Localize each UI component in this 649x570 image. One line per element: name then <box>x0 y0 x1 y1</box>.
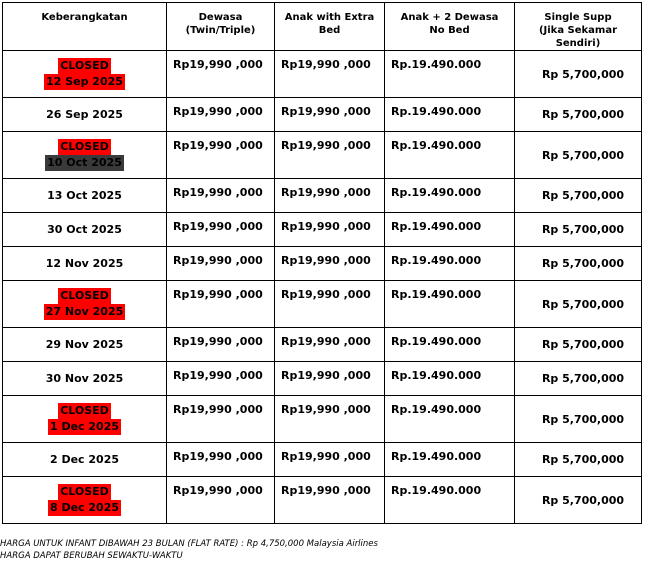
header-child-no-bed: Anak + 2 Dewasa No Bed <box>385 3 515 51</box>
departure-date: 1 Dec 2025 <box>49 420 120 433</box>
adult-price-cell: Rp19,990 ,000 <box>167 396 275 443</box>
single-supp-price-cell: Rp 5,700,000 <box>515 328 642 362</box>
table-row <box>3 281 642 328</box>
header-single-supp: Single Supp (Jika Sekamar Sendiri) <box>515 3 642 51</box>
table-row <box>3 328 642 362</box>
price-change-note: HARGA DAPAT BERUBAH SEWAKTU-WAKTU <box>0 551 183 561</box>
child-no-bed-price-cell: Rp.19.490.000 <box>385 132 515 179</box>
single-supp-price-cell: Rp 5,700,000 <box>515 477 642 524</box>
departure-cell: 29 Nov 2025 <box>3 328 167 362</box>
child-no-bed-price-cell: Rp.19.490.000 <box>385 51 515 98</box>
single-supp-price-cell: Rp 5,700,000 <box>515 281 642 328</box>
child-extra-bed-price-cell: Rp19,990 ,000 <box>275 443 385 477</box>
single-supp-price-cell: Rp 5,700,000 <box>515 213 642 247</box>
table-row <box>3 179 642 213</box>
child-extra-bed-price-cell: Rp19,990 ,000 <box>275 179 385 213</box>
single-supp-price-cell: Rp 5,700,000 <box>515 98 642 132</box>
closed-badge: CLOSED <box>60 59 109 72</box>
departure-date: 8 Dec 2025 <box>49 501 120 514</box>
departure-cell: 30 Nov 2025 <box>3 362 167 396</box>
child-extra-bed-price-cell: Rp19,990 ,000 <box>275 132 385 179</box>
child-no-bed-price-cell: Rp.19.490.000 <box>385 396 515 443</box>
child-no-bed-price-cell: Rp.19.490.000 <box>385 477 515 524</box>
adult-price-cell: Rp19,990 ,000 <box>167 362 275 396</box>
departure-date: 12 Sep 2025 <box>46 75 123 88</box>
child-no-bed-price-cell: Rp.19.490.000 <box>385 328 515 362</box>
table-row <box>3 362 642 396</box>
table-body <box>3 51 642 524</box>
header-child-extra-bed: Anak with Extra Bed <box>275 3 385 51</box>
departure-cell: 12 Nov 2025 <box>3 247 167 281</box>
departure-cell <box>3 51 167 98</box>
adult-price-cell: Rp19,990 ,000 <box>167 247 275 281</box>
child-no-bed-price-cell: Rp.19.490.000 <box>385 443 515 477</box>
departure-cell: 2 Dec 2025 <box>3 443 167 477</box>
header-departure: Keberangkatan <box>3 3 167 51</box>
departure-date: 27 Nov 2025 <box>45 305 124 318</box>
footnotes <box>0 538 378 562</box>
single-supp-price-cell: Rp 5,700,000 <box>515 179 642 213</box>
table-row <box>3 396 642 443</box>
header-adult: Dewasa (Twin/Triple) <box>167 3 275 51</box>
departure-cell <box>3 396 167 443</box>
adult-price-cell: Rp19,990 ,000 <box>167 179 275 213</box>
adult-price-cell: Rp19,990 ,000 <box>167 213 275 247</box>
child-no-bed-price-cell: Rp.19.490.000 <box>385 213 515 247</box>
adult-price-cell: Rp19,990 ,000 <box>167 98 275 132</box>
departure-cell: 13 Oct 2025 <box>3 179 167 213</box>
adult-price-cell: Rp19,990 ,000 <box>167 132 275 179</box>
closed-badge: CLOSED <box>60 404 109 417</box>
table-row <box>3 443 642 477</box>
adult-price-cell: Rp19,990 ,000 <box>167 281 275 328</box>
single-supp-price-cell: Rp 5,700,000 <box>515 443 642 477</box>
adult-price-cell: Rp19,990 ,000 <box>167 51 275 98</box>
adult-price-cell: Rp19,990 ,000 <box>167 477 275 524</box>
infant-note: HARGA UNTUK INFANT DIBAWAH 23 BULAN (FLAT RATE) : Rp 4,750,000 Malaysia Airlines <box>0 539 378 549</box>
departure-cell: 30 Oct 2025 <box>3 213 167 247</box>
child-extra-bed-price-cell: Rp19,990 ,000 <box>275 328 385 362</box>
closed-badge: CLOSED <box>60 485 109 498</box>
child-extra-bed-price-cell: Rp19,990 ,000 <box>275 477 385 524</box>
table-row <box>3 247 642 281</box>
closed-badge: CLOSED <box>60 289 109 302</box>
child-extra-bed-price-cell: Rp19,990 ,000 <box>275 281 385 328</box>
departure-cell: 26 Sep 2025 <box>3 98 167 132</box>
child-extra-bed-price-cell: Rp19,990 ,000 <box>275 213 385 247</box>
child-no-bed-price-cell: Rp.19.490.000 <box>385 281 515 328</box>
adult-price-cell: Rp19,990 ,000 <box>167 443 275 477</box>
child-extra-bed-price-cell: Rp19,990 ,000 <box>275 362 385 396</box>
adult-price-cell: Rp19,990 ,000 <box>167 328 275 362</box>
table-row <box>3 213 642 247</box>
single-supp-price-cell: Rp 5,700,000 <box>515 362 642 396</box>
header-row <box>3 3 642 51</box>
departure-cell <box>3 477 167 524</box>
child-no-bed-price-cell: Rp.19.490.000 <box>385 98 515 132</box>
child-extra-bed-price-cell: Rp19,990 ,000 <box>275 247 385 281</box>
child-extra-bed-price-cell: Rp19,990 ,000 <box>275 98 385 132</box>
single-supp-price-cell: Rp 5,700,000 <box>515 132 642 179</box>
child-extra-bed-price-cell: Rp19,990 ,000 <box>275 396 385 443</box>
table-row <box>3 477 642 524</box>
child-extra-bed-price-cell: Rp19,990 ,000 <box>275 51 385 98</box>
departure-cell <box>3 281 167 328</box>
child-no-bed-price-cell: Rp.19.490.000 <box>385 179 515 213</box>
price-table <box>2 2 642 524</box>
table-row <box>3 51 642 98</box>
child-no-bed-price-cell: Rp.19.490.000 <box>385 247 515 281</box>
single-supp-price-cell: Rp 5,700,000 <box>515 396 642 443</box>
departure-cell <box>3 132 167 179</box>
table-row <box>3 132 642 179</box>
closed-badge: CLOSED <box>60 140 109 153</box>
table-row <box>3 98 642 132</box>
single-supp-price-cell: Rp 5,700,000 <box>515 51 642 98</box>
child-no-bed-price-cell: Rp.19.490.000 <box>385 362 515 396</box>
departure-date: 10 Oct 2025 <box>47 156 122 169</box>
single-supp-price-cell: Rp 5,700,000 <box>515 247 642 281</box>
